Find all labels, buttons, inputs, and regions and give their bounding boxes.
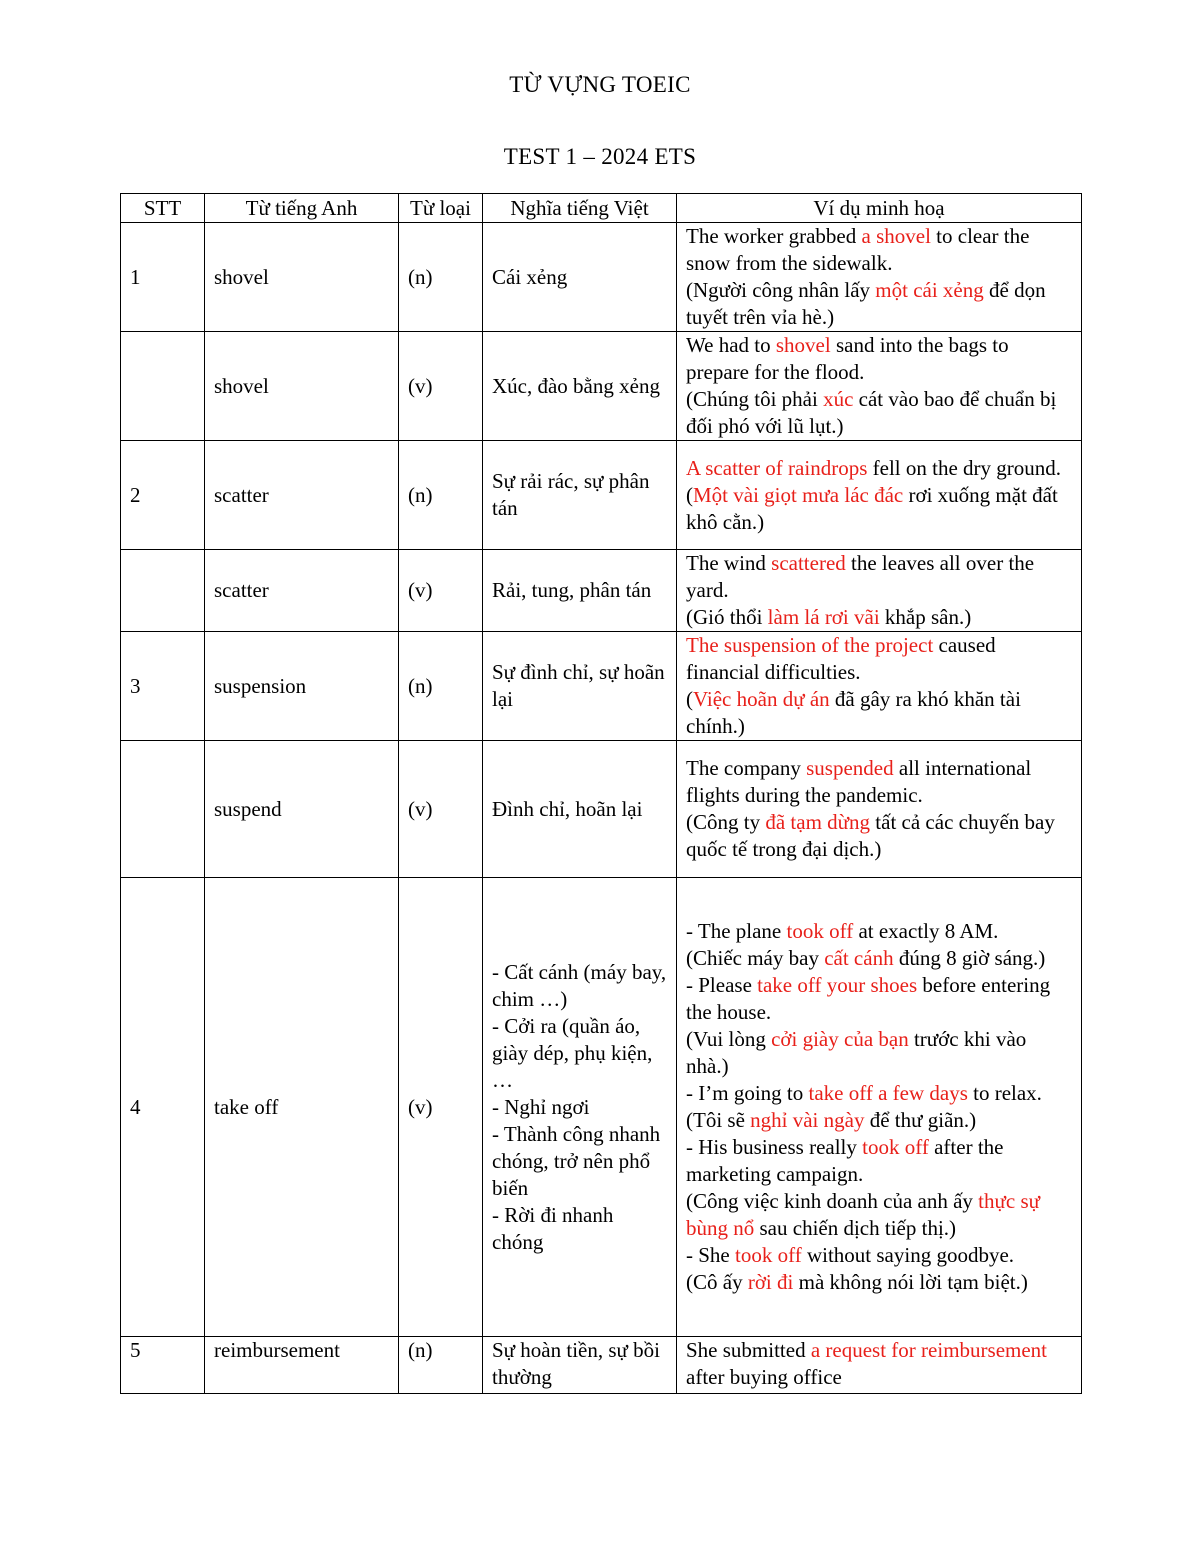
example-text: rơi xuống mặt đất khô cằn.) bbox=[686, 482, 1058, 534]
highlighted-phrase: cởi giày của bạn bbox=[771, 1027, 909, 1051]
example-line bbox=[686, 972, 1072, 1026]
meaning-line: Sự hoàn tiền, sự bồi thường bbox=[492, 1338, 661, 1389]
cell-word: scatter bbox=[205, 550, 399, 632]
cell-word: suspension bbox=[205, 632, 399, 741]
example-line bbox=[686, 1242, 1072, 1269]
cell-stt: 1 bbox=[121, 223, 205, 332]
cell-pos: (v) bbox=[399, 878, 483, 1337]
example-text: sau chiến dịch tiếp thị.) bbox=[754, 1216, 957, 1240]
cell-pos: (n) bbox=[399, 632, 483, 741]
cell-example bbox=[677, 632, 1082, 741]
header-stt: STT bbox=[121, 194, 205, 223]
example-text: She submitted bbox=[686, 1338, 811, 1362]
example-text: We had to bbox=[686, 333, 776, 357]
example-text: ( bbox=[686, 482, 693, 507]
cell-stt: 3 bbox=[121, 632, 205, 741]
cell-example bbox=[677, 332, 1082, 441]
example-text: - His business really bbox=[686, 1135, 863, 1159]
example-line bbox=[686, 632, 1072, 686]
highlighted-phrase: shovel bbox=[775, 333, 831, 357]
cell-word: suspend bbox=[205, 741, 399, 878]
header-word: Từ tiếng Anh bbox=[205, 194, 399, 223]
cell-example bbox=[677, 223, 1082, 332]
example-text: (Gió thổi bbox=[686, 605, 768, 629]
example-text: khắp sân.) bbox=[879, 605, 972, 629]
example-text: (Vui lòng bbox=[686, 1027, 772, 1051]
highlighted-phrase: Một vài giọt mưa lác đác bbox=[693, 482, 904, 507]
example-text: tất cả các chuyến bay quốc tế trong đại dịch.) bbox=[686, 810, 1055, 861]
example-text: (Công việc kinh doanh của anh ấy bbox=[686, 1189, 979, 1213]
cell-stt bbox=[121, 741, 205, 878]
example-text: to clear the snow from the sidewalk. bbox=[686, 224, 1030, 275]
cell-stt bbox=[121, 332, 205, 441]
example-text: fell on the dry ground. bbox=[867, 455, 1061, 480]
example-text: after buying office bbox=[686, 1365, 842, 1389]
cell-pos: (n) bbox=[399, 223, 483, 332]
highlighted-phrase: nghỉ vài ngày bbox=[750, 1108, 865, 1132]
header-example: Ví dụ minh hoạ bbox=[677, 194, 1082, 223]
cell-word: scatter bbox=[205, 441, 399, 550]
example-line bbox=[686, 1026, 1072, 1080]
highlighted-phrase: took off bbox=[862, 1135, 929, 1159]
table-row bbox=[121, 632, 1082, 741]
example-text: after the marketing campaign. bbox=[686, 1135, 1004, 1186]
example-text: to relax. bbox=[967, 1081, 1042, 1105]
highlighted-phrase: scattered bbox=[771, 551, 846, 575]
example-line bbox=[686, 755, 1072, 809]
example-text: (Tôi sẽ bbox=[686, 1108, 751, 1132]
cell-meaning bbox=[483, 632, 677, 741]
cell-meaning bbox=[483, 550, 677, 632]
document-title: TỪ VỰNG TOEIC bbox=[509, 72, 691, 97]
cell-meaning bbox=[483, 878, 677, 1337]
meaning-line: Cái xẻng bbox=[492, 264, 568, 289]
highlighted-phrase: rời đi bbox=[747, 1270, 794, 1294]
example-text: mà không nói lời tạm biệt.) bbox=[793, 1270, 1028, 1294]
example-text: - Please bbox=[686, 973, 758, 997]
cell-stt: 5 bbox=[121, 1337, 205, 1394]
cell-pos: (n) bbox=[399, 441, 483, 550]
highlighted-phrase: một cái xẻng bbox=[875, 278, 984, 302]
meaning-line: - Rời đi nhanh chóng bbox=[492, 1202, 614, 1254]
example-line bbox=[686, 550, 1072, 604]
example-line bbox=[686, 918, 1072, 945]
table-row bbox=[121, 878, 1082, 1337]
example-text: without saying goodbye. bbox=[801, 1243, 1015, 1267]
table-row bbox=[121, 441, 1082, 550]
example-line bbox=[686, 1080, 1072, 1107]
example-line bbox=[686, 1107, 1072, 1134]
example-text: the leaves all over the yard. bbox=[686, 551, 1035, 602]
highlighted-phrase: cất cánh bbox=[824, 946, 894, 970]
cell-word: shovel bbox=[205, 332, 399, 441]
example-text: để thư giãn.) bbox=[864, 1108, 977, 1132]
cell-meaning bbox=[483, 741, 677, 878]
highlighted-phrase: xúc bbox=[823, 387, 854, 411]
example-text: (Người công nhân lấy bbox=[686, 278, 876, 302]
table-row bbox=[121, 1337, 1082, 1394]
cell-meaning bbox=[483, 441, 677, 550]
cell-word: shovel bbox=[205, 223, 399, 332]
cell-word: take off bbox=[205, 878, 399, 1337]
example-text: The wind bbox=[686, 551, 772, 575]
example-line bbox=[686, 455, 1072, 482]
example-line bbox=[686, 277, 1072, 331]
cell-example bbox=[677, 1337, 1082, 1394]
meaning-line: Rải, tung, phân tán bbox=[492, 578, 652, 602]
example-text: đúng 8 giờ sáng.) bbox=[893, 946, 1046, 970]
cell-meaning bbox=[483, 1337, 677, 1394]
highlighted-phrase: a shovel bbox=[861, 224, 931, 248]
example-text: cát vào bao để chuẩn bị đối phó với lũ lụt.) bbox=[686, 387, 1057, 438]
highlighted-phrase: The suspension of the project bbox=[686, 633, 934, 657]
example-text: (Chúng tôi phải bbox=[686, 387, 824, 411]
header-meaning: Nghĩa tiếng Việt bbox=[483, 194, 677, 223]
example-line bbox=[686, 945, 1072, 972]
highlighted-phrase: thực sự bùng nổ bbox=[686, 1189, 1041, 1240]
meaning-line: - Cất cánh (máy bay, chim …) bbox=[492, 959, 667, 1011]
example-text: đã gây ra khó khăn tài chính.) bbox=[686, 687, 1021, 738]
example-text: ( bbox=[686, 687, 693, 711]
cell-example bbox=[677, 441, 1082, 550]
cell-example bbox=[677, 878, 1082, 1337]
example-text: The company bbox=[686, 756, 807, 780]
cell-example bbox=[677, 741, 1082, 878]
cell-pos: (n) bbox=[399, 1337, 483, 1394]
vocabulary-table bbox=[120, 193, 1082, 1394]
highlighted-phrase: take off a few days bbox=[808, 1081, 968, 1105]
table-row bbox=[121, 332, 1082, 441]
example-text: at exactly 8 AM. bbox=[853, 919, 999, 943]
cell-meaning bbox=[483, 332, 677, 441]
highlighted-phrase: take off your shoes bbox=[757, 973, 918, 997]
example-line bbox=[686, 1134, 1072, 1188]
example-line bbox=[686, 1337, 1072, 1391]
highlighted-phrase: took off bbox=[786, 919, 854, 943]
cell-example bbox=[677, 550, 1082, 632]
example-text: caused financial difficulties. bbox=[686, 633, 996, 684]
example-line bbox=[686, 686, 1072, 740]
highlighted-phrase: suspended bbox=[806, 756, 894, 780]
table-row bbox=[121, 741, 1082, 878]
cell-stt bbox=[121, 550, 205, 632]
highlighted-phrase: đã tạm dừng bbox=[765, 810, 871, 834]
meaning-line: Sự đình chỉ, sự hoãn lại bbox=[492, 660, 665, 711]
meaning-line: Đình chỉ, hoãn lại bbox=[492, 796, 643, 821]
highlighted-phrase: A scatter of raindrops bbox=[686, 455, 868, 480]
example-text: để dọn tuyết trên vỉa hè.) bbox=[686, 278, 1046, 329]
example-text: (Cô ấy bbox=[686, 1270, 748, 1294]
example-line bbox=[686, 223, 1072, 277]
cell-stt: 4 bbox=[121, 878, 205, 1337]
table-row bbox=[121, 550, 1082, 632]
table-body bbox=[121, 223, 1082, 1394]
cell-meaning bbox=[483, 223, 677, 332]
example-text: The worker grabbed bbox=[686, 224, 862, 248]
table-row bbox=[121, 223, 1082, 332]
example-line bbox=[686, 1188, 1072, 1242]
example-line bbox=[686, 332, 1072, 386]
example-text: sand into the bags to prepare for the flood. bbox=[686, 333, 1009, 384]
meaning-line: - Nghỉ ngơi bbox=[492, 1094, 590, 1119]
example-text: - The plane bbox=[686, 919, 787, 943]
meaning-line: Sự rải rác, sự phân tán bbox=[492, 469, 650, 520]
document-subtitle: TEST 1 – 2024 ETS bbox=[503, 144, 697, 169]
example-line bbox=[686, 809, 1072, 863]
highlighted-phrase: a request for reimbursement bbox=[810, 1338, 1048, 1362]
meaning-line: - Thành công nhanh chóng, trở nên phổ biến bbox=[492, 1121, 661, 1200]
cell-pos: (v) bbox=[399, 741, 483, 878]
example-text: before entering the house. bbox=[686, 973, 1051, 1024]
cell-pos: (v) bbox=[399, 332, 483, 441]
highlighted-phrase: took off bbox=[735, 1243, 802, 1267]
example-text: all international flights during the pandemic. bbox=[686, 756, 1032, 807]
example-text: trước khi vào nhà.) bbox=[686, 1027, 1027, 1078]
meaning-line: - Cởi ra (quần áo, giày dép, phụ kiện, … bbox=[492, 1013, 653, 1092]
example-text: - She bbox=[686, 1243, 735, 1267]
example-line bbox=[686, 604, 1072, 631]
header-pos: Từ loại bbox=[399, 194, 483, 223]
cell-pos: (v) bbox=[399, 550, 483, 632]
highlighted-phrase: Việc hoãn dự án bbox=[693, 687, 830, 711]
example-line bbox=[686, 482, 1072, 536]
example-line bbox=[686, 386, 1072, 440]
highlighted-phrase: làm lá rơi vãi bbox=[767, 605, 880, 629]
cell-stt: 2 bbox=[121, 441, 205, 550]
example-text: - I’m going to bbox=[686, 1081, 809, 1105]
cell-word: reimbursement bbox=[205, 1337, 399, 1394]
example-line bbox=[686, 1269, 1072, 1296]
table-header-row bbox=[121, 194, 1082, 223]
example-text: (Chiếc máy bay bbox=[686, 946, 825, 970]
meaning-line: Xúc, đào bằng xẻng bbox=[492, 373, 660, 398]
example-text: (Công ty bbox=[686, 810, 766, 834]
